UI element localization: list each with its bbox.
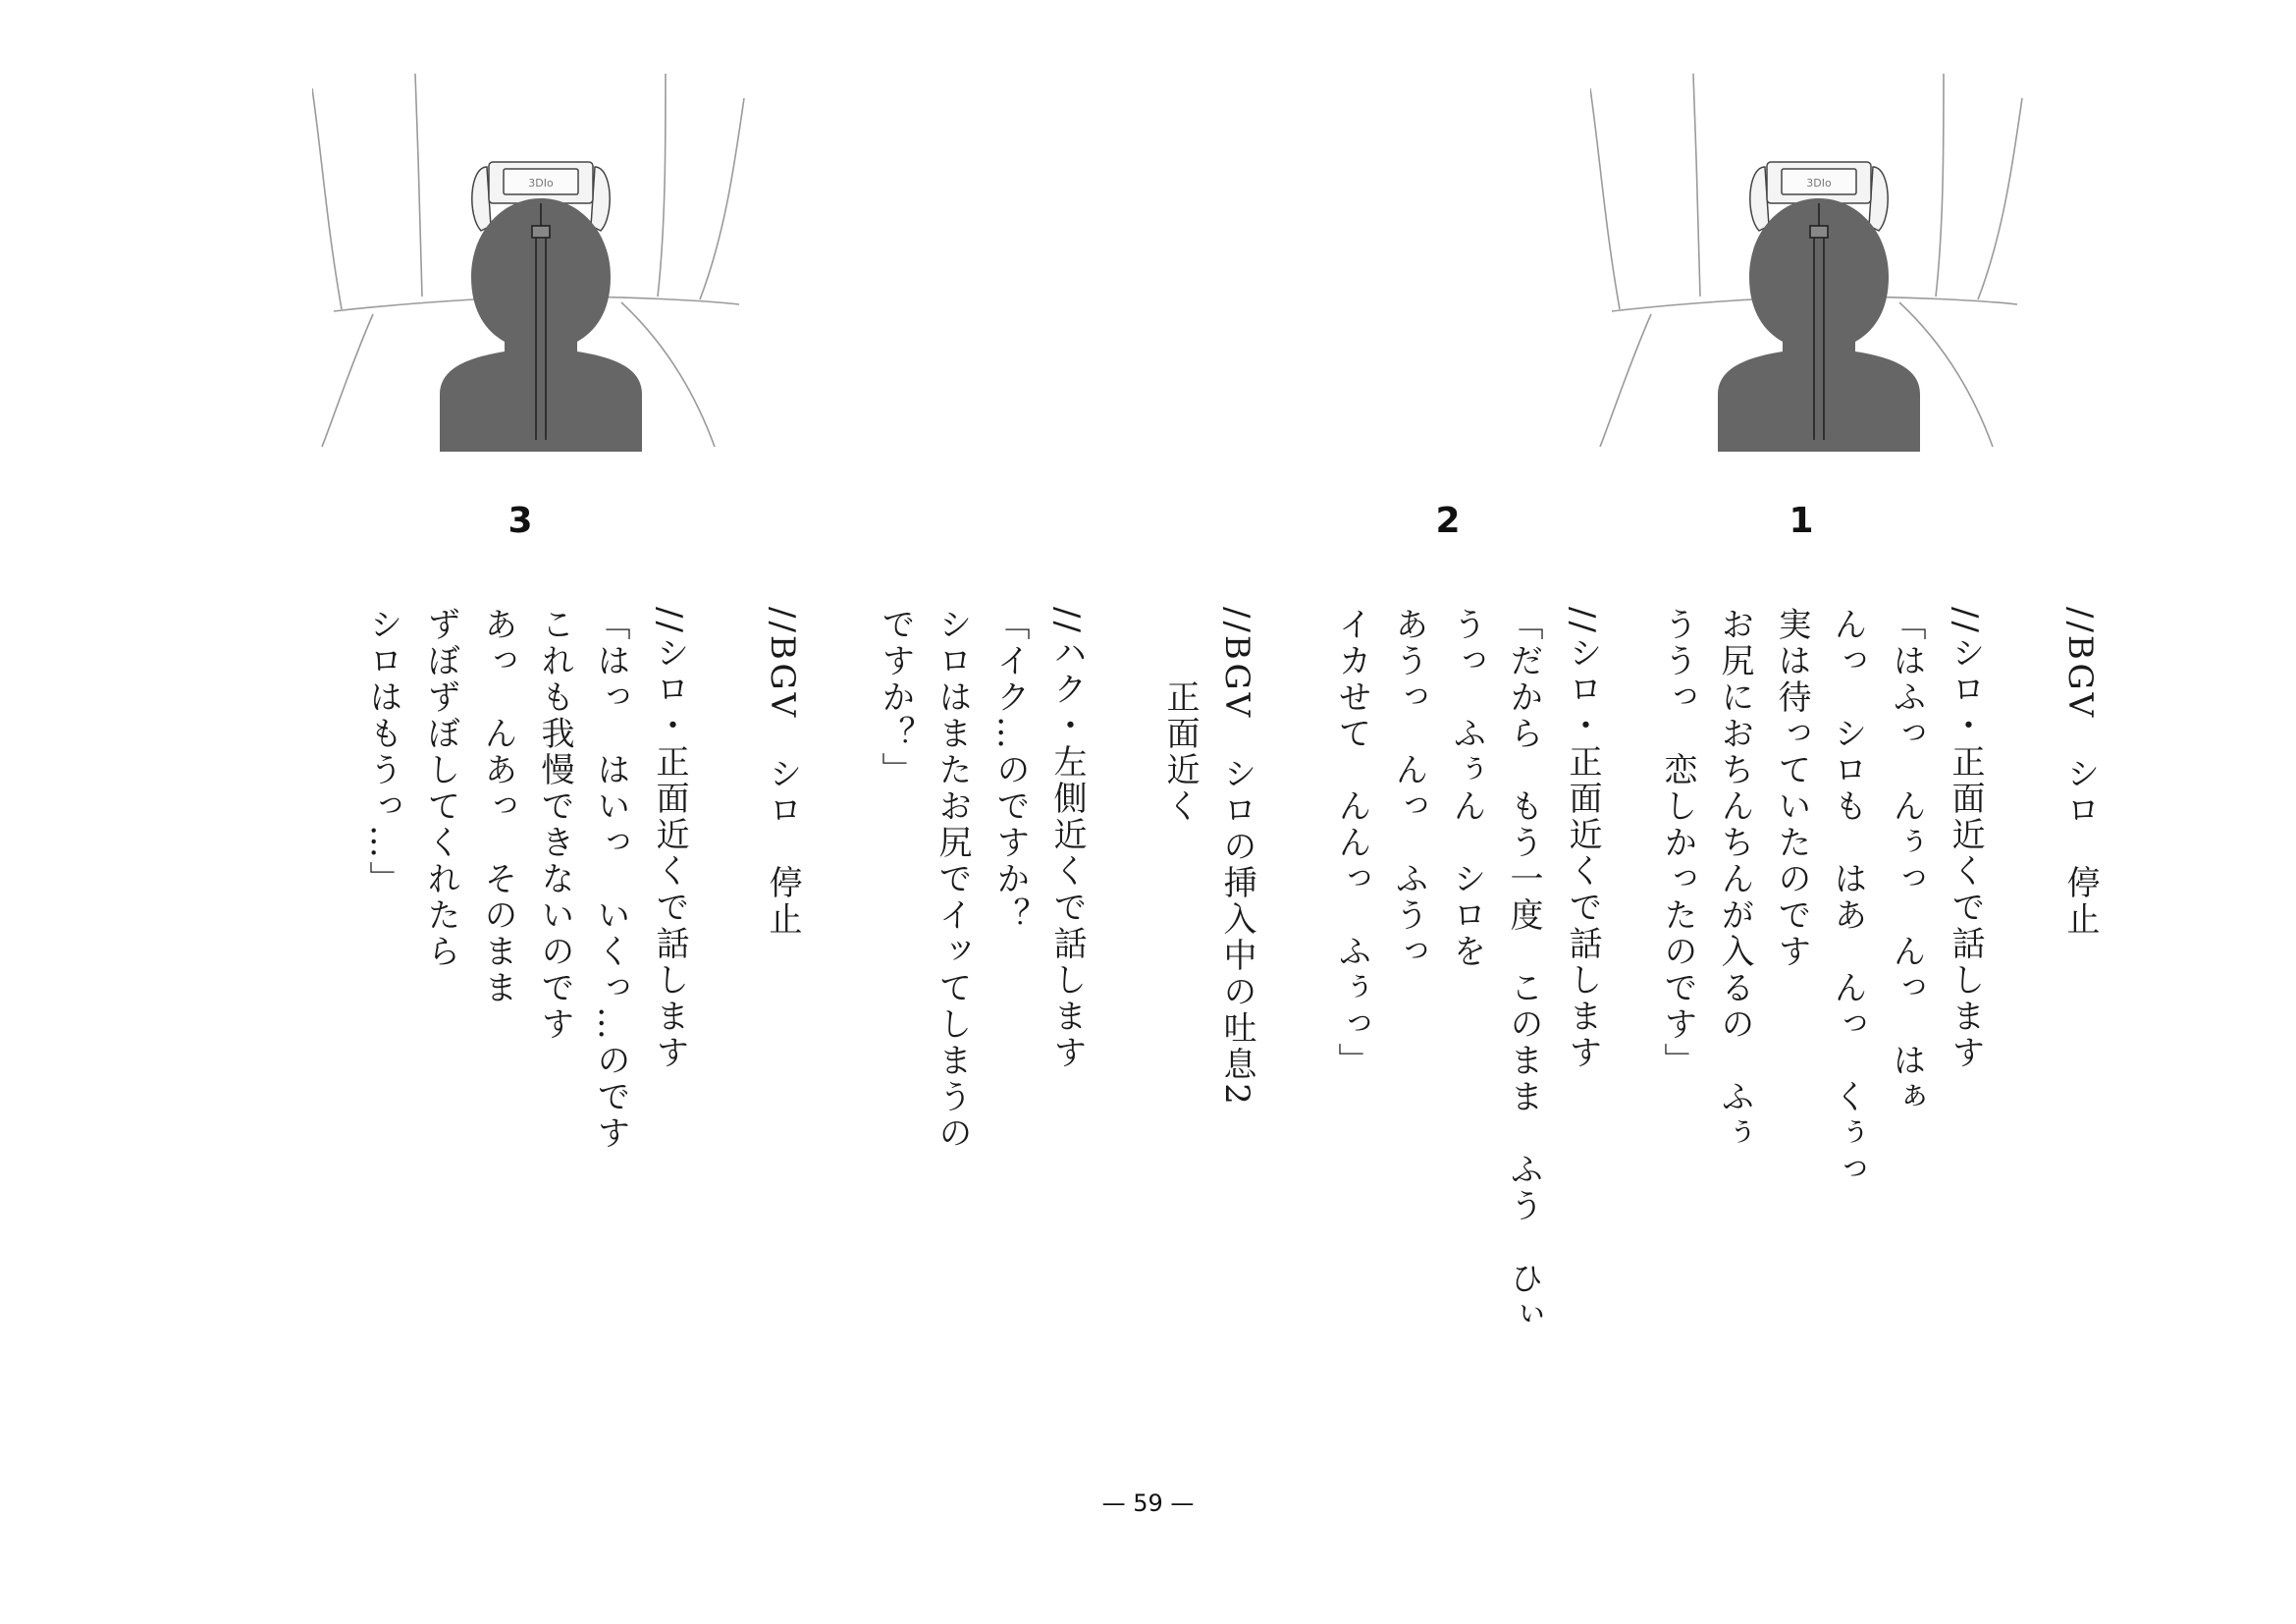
illustration-scene-3 [312,69,764,471]
script-line: あうっ んっ ふうっ [1389,607,1428,970]
script-line: シロはもうっ…」 [363,607,402,897]
script-line: んっ シロも はあ んっ くぅっ [1828,607,1867,1188]
script-line: //BGV シロ 停止 [2060,607,2100,939]
script-line: 「はふっ んぅっ んっ はぁ [1887,607,1926,1115]
script-line: //シロ・正面近くで話します [1563,607,1602,1071]
illustration-scene-1 [1590,69,2042,471]
script-line: シロはまたお尻でイッてしまうの [933,607,972,1152]
script-line: ずぼずぼしてくれたら [421,607,460,970]
script-line: イカせて んんっ ふぅっ」 [1332,607,1371,1079]
script-line: 「だから もう一度 このまま ふう ひぃ [1504,607,1543,1333]
scene-number-1: 1 [1789,501,1814,541]
script-line: //シロ・正面近くで話します [1946,607,1985,1071]
script-line: ですか？」 [876,607,915,788]
page-number: — 59 — [1101,1489,1195,1517]
script-line: ううっ 恋しかったのです」 [1658,607,1697,1079]
script-line: //ハク・左側近くで話します [1047,607,1087,1071]
script-line: あっ んあっ そのまま [478,607,517,1006]
script-line: 「はっ はいっ いくっ…のです [591,607,630,1152]
script-line: これも我慢できないのです [535,607,574,1043]
script-line: //BGV シロ 停止 [763,607,802,939]
script-line: //BGV シロの挿入中の吐息2 [1217,607,1256,1108]
script-line: 実は待っていたのです [1772,607,1811,970]
room-figure-drawing [312,69,764,471]
room-figure-drawing [1590,69,2042,471]
device-label: 3DIo [1806,177,1832,189]
scene-number-2: 2 [1435,501,1461,541]
script-line: 正面近く [1160,607,1200,825]
script-line: お尻におちんちんが入るの ふぅ [1715,607,1754,1152]
device-label: 3DIo [528,177,554,189]
scene-number-3: 3 [507,501,533,541]
script-line: //シロ・正面近くで話します [650,607,689,1071]
script-line: 「イク…のですか？ [990,607,1030,934]
script-line: うっ ふぅん シロを [1447,607,1486,970]
